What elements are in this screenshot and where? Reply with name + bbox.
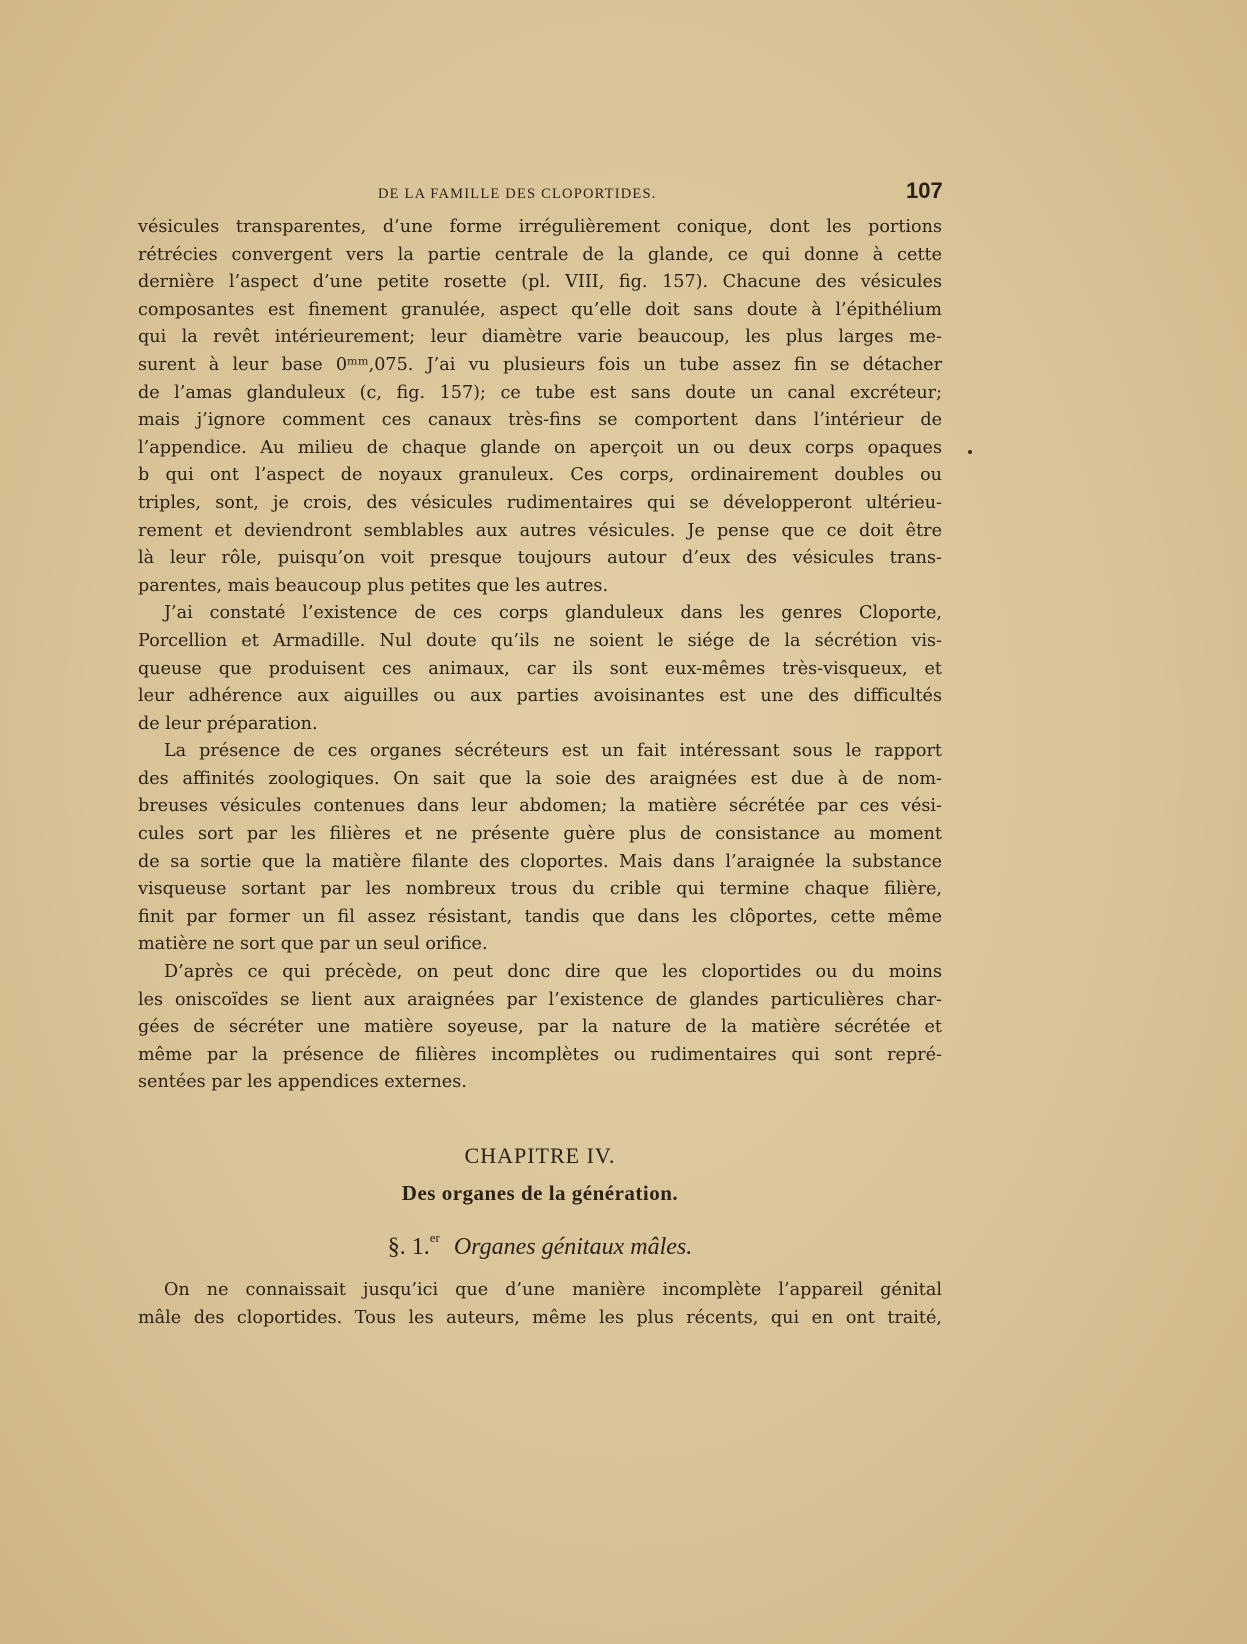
chapter-heading: CHAPITRE IV.: [464, 1143, 616, 1168]
text-line: La présence de ces organes sécréteurs est un fait intéressant sous le rapport: [164, 741, 942, 762]
text-line: composantes est finement granulée, aspect qu’elle doit sans doute à l’épithélium: [138, 299, 942, 320]
text-line: J’ai constaté l’existence de ces corps glanduleux dans les genres Cloporte,: [164, 603, 942, 624]
text-line: dernière l’aspect d’une petite rosette (pl. VIII, fig. 157). Chacune des vésicules: [138, 272, 942, 293]
text-line: D’après ce qui précède, on peut donc dire que les cloportides ou du moins: [164, 962, 942, 983]
text-line: cules sort par les filières et ne présente guère plus de consistance au moment: [138, 824, 942, 845]
text-line: gées de sécréter une matière soyeuse, par la nature de la matière sécrétée et: [138, 1017, 942, 1038]
text-line: des affinités zoologiques. On sait que la soie des araignées est due à de nom-: [138, 768, 942, 789]
section-superscript: er: [429, 1230, 440, 1245]
final-text: [138, 1277, 942, 1332]
text-line: les oniscoïdes se lient aux araignées par l’existence de glandes particulières char-: [138, 989, 942, 1010]
running-title: DE LA FAMILLE DES CLOPORTIDES.: [378, 186, 657, 202]
text-line: de sa sortie que la matière filante des cloportes. Mais dans l’araignée la substance: [138, 851, 942, 872]
text-line: l’appendice. Au milieu de chaque glande on aperçoit un ou deux corps opaques: [138, 437, 942, 458]
page-number: 107: [906, 178, 943, 203]
text-line: Porcellion et Armadille. Nul doute qu’ils ne soient le siége de la sécrétion vis-: [138, 630, 942, 651]
text-line: triples, sont, je crois, des vésicules rudimentaires qui se développeront ultérieu-: [138, 492, 942, 513]
text-line: On ne connaissait jusqu’ici que d’une manière incomplète l’appareil génital: [164, 1280, 942, 1300]
text-line: sentées par les appendices externes.: [138, 1072, 467, 1093]
margin-mark: [968, 450, 972, 454]
text-line: qui la revêt intérieurement; leur diamètre varie beaucoup, les plus larges me-: [138, 327, 942, 348]
body-text: [138, 214, 942, 1097]
text-line: vésicules transparentes, d’une forme irrégulièrement conique, dont les portions: [138, 217, 942, 237]
text-line: rement et deviendront semblables aux autres vésicules. Je pense que ce doit être: [138, 520, 942, 541]
text-line: parentes, mais beaucoup plus petites que les autres.: [138, 575, 609, 596]
subsection-title: Organes génitaux mâles.: [453, 1234, 693, 1260]
subsection-heading: [138, 1230, 942, 1261]
text-line: mais j’ignore comment ces canaux très-fins se comportent dans l’intérieur de: [138, 410, 942, 431]
text-line: queuse que produisent ces animaux, car ils sont eux-mêmes très-visqueux, et: [138, 658, 942, 679]
text-line: là leur rôle, puisqu’on voit presque toujours autour d’eux des vésicules trans-: [138, 548, 942, 569]
text-line: b qui ont l’aspect de noyaux granuleux. Ces corps, ordinairement doubles ou: [138, 465, 942, 486]
text-line: matière ne sort que par un seul orifice.: [138, 934, 488, 955]
text-line: de l’amas glanduleux (c, fig. 157); ce tube est sans doute un canal excréteur;: [138, 382, 942, 403]
chapter-title: Des organes de la génération.: [401, 1181, 679, 1205]
text-line: même par la présence de filières incomplètes ou rudimentaires qui sont repré-: [138, 1044, 942, 1065]
text-line: finit par former un fil assez résistant, tandis que dans les clôportes, cette même: [138, 906, 942, 927]
text-line: visqueuse sortant par les nombreux trous du crible qui termine chaque filière,: [138, 879, 942, 900]
text-line: surent à leur base 0ᵐᵐ,075. J’ai vu plusieurs fois un tube assez fin se détacher: [138, 354, 942, 375]
section-sign: §. 1.: [387, 1234, 430, 1260]
text-line: rétrécies convergent vers la partie centrale de la glande, ce qui donne à cette: [138, 244, 942, 265]
text-line: mâle des cloportides. Tous les auteurs, même les plus récents, qui en ont traité,: [138, 1307, 942, 1328]
text-line: de leur préparation.: [138, 713, 318, 734]
text-line: breuses vésicules contenues dans leur abdomen; la matière sécrétée par ces vési-: [138, 796, 942, 817]
text-line: leur adhérence aux aiguilles ou aux parties avoisinantes est une des difficultés: [138, 686, 942, 707]
running-head: [138, 176, 943, 216]
